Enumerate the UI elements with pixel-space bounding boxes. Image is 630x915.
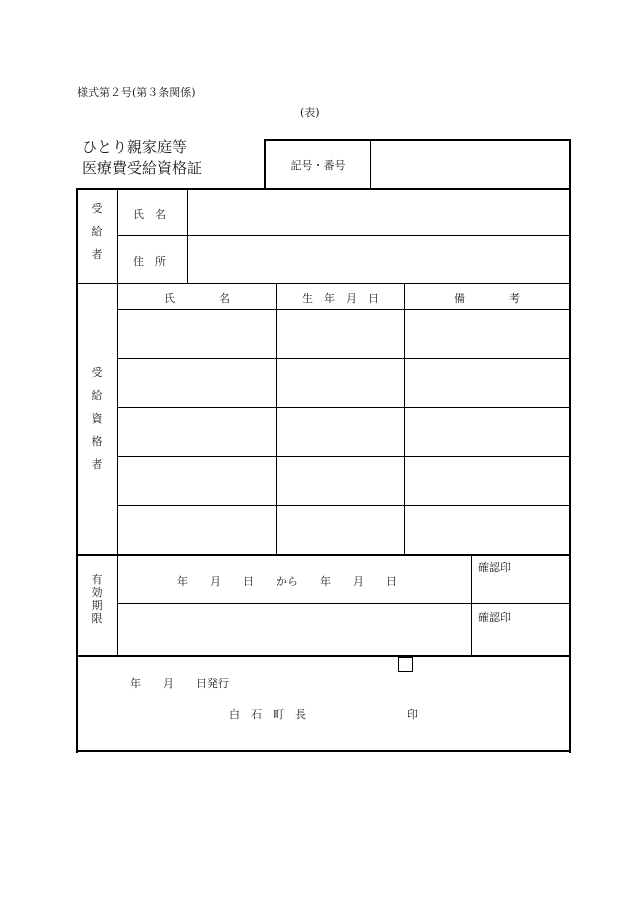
mayor-title: 白 石 町 長: [229, 708, 306, 721]
form-title-line2: 医療費受給資格証: [82, 159, 203, 177]
record-number-field[interactable]: [372, 140, 570, 188]
validity-vertical-label: 有 効 期 限: [91, 573, 103, 625]
header-birthdate: 生 年 月 日: [302, 292, 379, 305]
header-name: 氏 名: [164, 292, 230, 305]
name-label: 氏 名: [133, 208, 166, 221]
recipient-name-field[interactable]: [189, 190, 569, 234]
form-number: 様式第２号(第３条関係): [77, 86, 196, 99]
confirm-seal-label-1: 確認印: [478, 561, 511, 574]
form-title-line1: ひとり親家庭等: [82, 138, 188, 156]
record-number-label: 記号・番号: [290, 159, 346, 172]
seal-mark: 印: [407, 708, 418, 721]
stamp-box: [398, 657, 413, 672]
qualified-vertical-label: 受 給 資 格 者: [91, 366, 103, 471]
issue-date: 年 月 日発行: [130, 677, 229, 690]
confirm-seal-label-2: 確認印: [478, 611, 511, 624]
recipient-address-field[interactable]: [189, 237, 569, 282]
address-label: 住 所: [133, 255, 166, 268]
side-label: (表): [300, 106, 320, 119]
validity-period: 年 月 日 から 年 月 日: [177, 575, 397, 588]
recipient-vertical-label: 受 給 者: [91, 202, 103, 261]
header-remarks: 備 考: [454, 292, 520, 305]
